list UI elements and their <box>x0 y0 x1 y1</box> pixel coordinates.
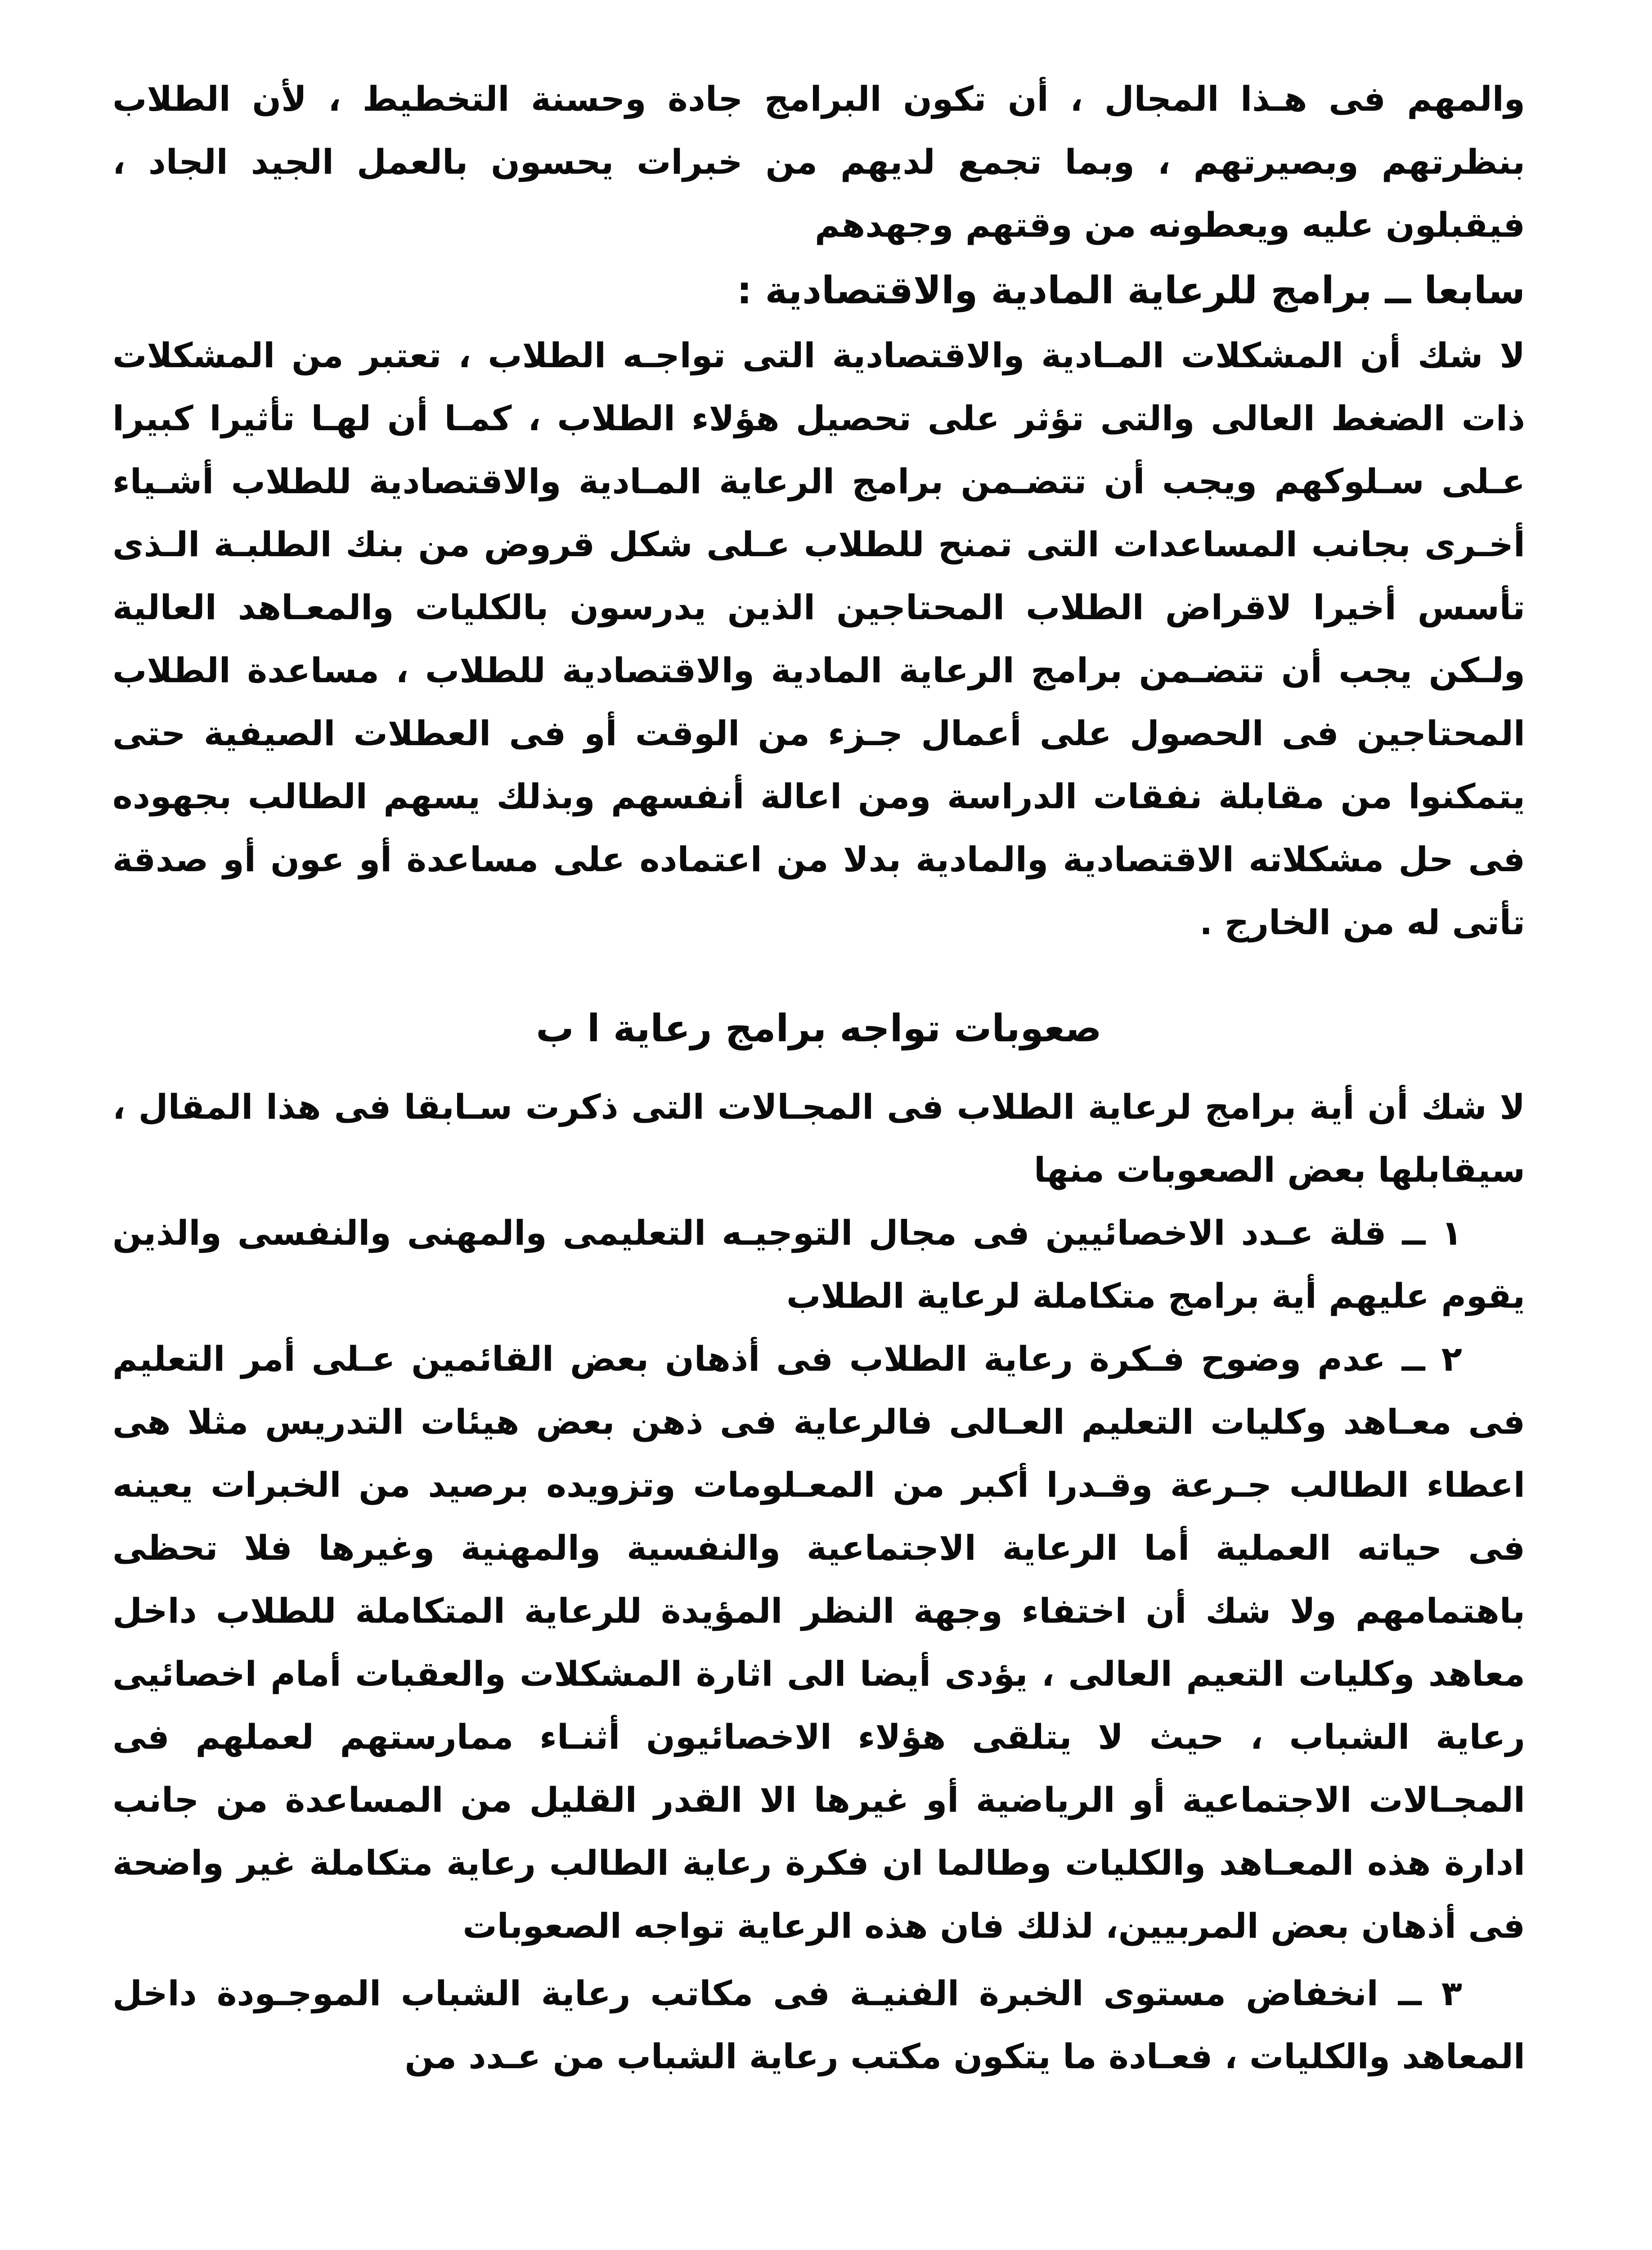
document-page <box>112 68 1525 2088</box>
spacer <box>112 1958 1525 1962</box>
paragraph-difficulties-intro: لا شك أن أية برامج لرعاية الطلاب فى المجـالات التى ذكرت سـابقا فى هذا المقال ، سيقابلها بعض الصعوبات منها <box>112 1087 1525 1190</box>
section-heading-seventh: سابعا ــ برامج للرعاية المادية والاقتصادية : <box>736 268 1525 312</box>
list-item-3: ٣ ــ انخفاض مستوى الخبرة الفنيـة فى مكاتب رعاية الشباب الموجـودة داخل المعاهد والكليات ، فعـادة ما يتكون مكتب رعاية الشباب من عـدد من <box>112 1973 1525 2076</box>
paragraph-material-care: لا شك أن المشكلات المـادية والاقتصادية التى تواجـه الطلاب ، تعتبر من المشكلات ذات الضغط العالى والتى تؤثر على تحصيل هؤلاء الطلاب ، كمـا أن لهـا تأثيرا كبيرا عـلى سـلوكهم ويجب أن تتضـمن برامج الرعاية المـادية والاقتصادية للطلاب أشـياء أخـرى بجانب المساعدات التى تمنح للطلاب عـلى شكل قروض من بنك الطلبـة الـذى تأسس أخيرا لاقراض الطلاب المحتاجين الذين يدرسون بالكليات والمعـاهد العالية ولـكن يجب أن تتضـمن برامج الرعاية المادية والاقتصادية للطلاب ، مساعدة الطلاب المحتاجين فى الحصول على أعمال جـزء من الوقت أو فى العطلات الصيفية حتى يتمكنوا من مقابلة نفقات الدراسة ومن اعالة أنفسهم وبذلك يسهم الطالب بجهوده فى حل مشكلاته الاقتصادية والمادية بدلا من اعتماده على مساعدة أو عون أو صدقة تأتى له من الخارج . <box>112 335 1525 942</box>
list-item-2: ٢ ــ عدم وضوح فـكرة رعاية الطلاب فى أذهان بعض القائمين عـلى أمر التعليم فى معـاهد وكليات التعليم العـالى فالرعاية فى ذهن بعض هيئات التدريس مثلا هى اعطاء الطالب جـرعة وقـدرا أكبر من المعـلومات وتزويده برصيد من الخبرات يعينه فى حياته العملية أما الرعاية الاجتماعية والنفسية والمهنية وغيرها فلا تحظى باهتمامهم ولا شك أن اختفاء وجهة النظر المؤيدة للرعاية المتكاملة للطلاب داخل معاهد وكليات التعيم العالى ، يؤدى أيضا الى اثارة المشكلات والعقبات أمام اخصائيى رعاية الشباب ، حيث لا يتلقى هؤلاء الاخصائيون أثنـاء ممارستهم لعملهم فى المجـالات الاجتماعية أو الرياضية أو غيرها الا القدر القليل من المساعدة من جانب ادارة هذه المعـاهد والكليات وطالما ان فكرة رعاية الطالب رعاية متكاملة غير واضحة فى أذهان بعض المربيين، لذلك فان هذه الرعاية تواجه الصعوبات <box>112 1339 1525 1946</box>
paragraph-opening: والمهم فى هـذا المجال ، أن تكون البرامج جادة وحسنة التخطيط ، لأن الطلاب بنظرتهم وبصيرتهم ، وبما تجمع لديهم من خبرات يحسون بالعمل الجيد الجاد ، فيقبلون عليه ويعطونه من وقتهم وجهدهم <box>112 79 1525 245</box>
section-heading-difficulties: صعوبات تواجه برامج رعاية ا ب <box>536 1006 1102 1050</box>
list-item-1: ١ ــ قلة عـدد الاخصائيين فى مجال التوجيـه التعليمى والمهنى والنفسى والذين يقوم عليهم أية برامج متكاملة لرعاية الطلاب <box>112 1213 1525 1316</box>
